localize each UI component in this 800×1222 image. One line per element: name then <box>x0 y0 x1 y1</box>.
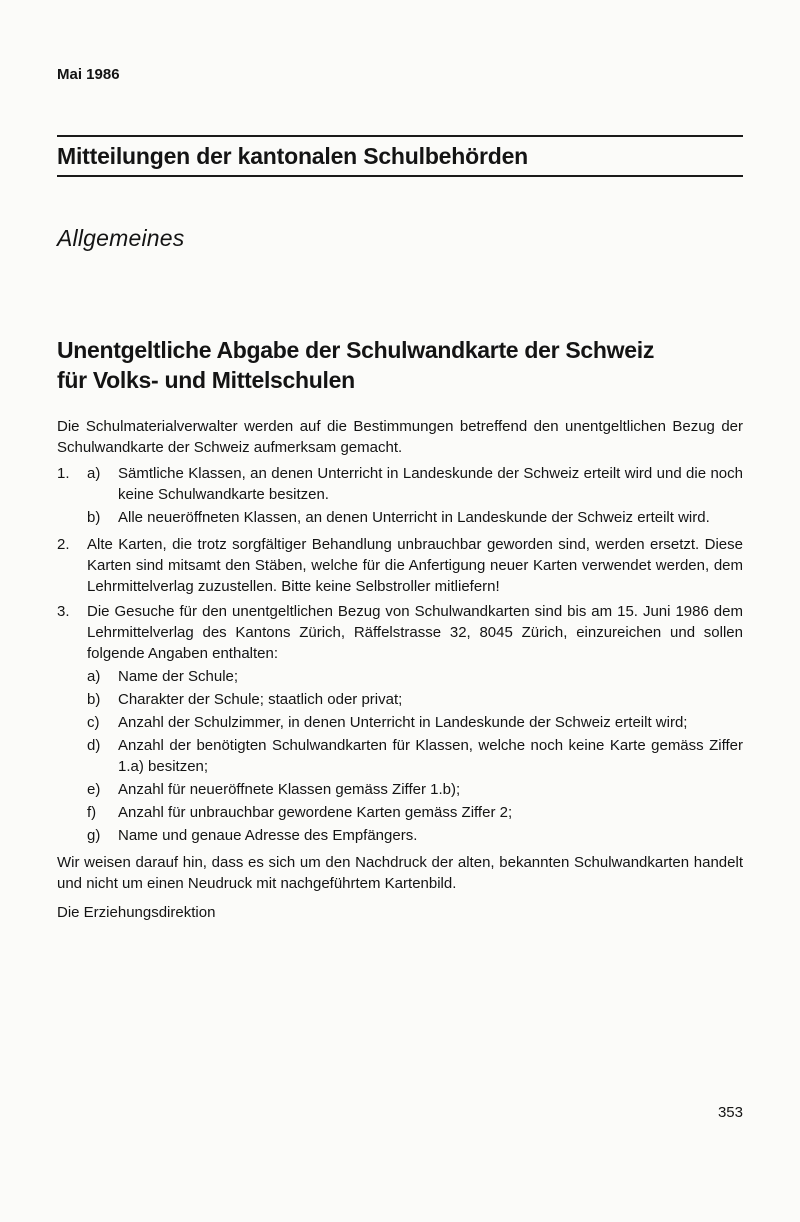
sub-item <box>87 802 743 823</box>
sub-item <box>87 779 743 800</box>
sub-item-text: Name und genaue Adresse des Empfängers. <box>118 827 418 844</box>
sub-item <box>87 666 743 687</box>
sub-item <box>87 689 743 710</box>
sub-item-letter: e) <box>87 781 101 798</box>
headline-line-1: Unentgeltliche Abgabe der Schulwandkarte der Schweiz <box>57 337 655 363</box>
article-body <box>57 416 743 923</box>
sub-item <box>87 825 743 846</box>
sub-item-letter: b) <box>87 509 101 526</box>
section-title: Mitteilungen der kantonalen Schulbehörden <box>57 143 529 169</box>
item-content <box>87 601 743 848</box>
sub-item-letter: b) <box>87 691 101 708</box>
intro-paragraph: Die Schulmaterialverwalter werden auf die Bestimmungen betreffend den unentgeltlichen Bezug der Schulwandkarte der Schweiz aufmerksam gemacht. <box>57 418 743 456</box>
rule-top <box>57 135 743 137</box>
sub-item-text: Sämtliche Klassen, an denen Unterricht in Landeskunde der Schweiz erteilt wird und die noch keine Schulwandkarte besitzen. <box>118 465 743 503</box>
item-content <box>87 463 743 530</box>
item-text: Alte Karten, die trotz sorgfältiger Behandlung unbrauchbar geworden sind, werden ersetzt. Diese Karten sind mitsamt den Stäben, welche für die Anfertigung neuer Karten verwendet werden, dem Lehrmittelverlag zuzustellen. Bitte keine Selbstroller mitliefern! <box>87 536 743 595</box>
sub-item-letter: f) <box>87 804 97 821</box>
sub-item-letter: c) <box>87 714 100 731</box>
rule-bottom <box>57 175 743 177</box>
sub-item <box>87 712 743 733</box>
list-item-3 <box>57 601 743 848</box>
sub-item-letter: a) <box>87 465 101 482</box>
sub-item-letter: d) <box>87 737 101 754</box>
item-number: 1. <box>57 465 70 482</box>
sub-item <box>87 507 743 528</box>
sub-item-text: Alle neueröffneten Klassen, an denen Unterricht in Landeskunde der Schweiz erteilt wird. <box>118 509 710 526</box>
sub-item-text: Anzahl für neueröffnete Klassen gemäss Ziffer 1.b); <box>118 781 461 798</box>
closing-paragraph: Wir weisen darauf hin, dass es sich um den Nachdruck der alten, bekannten Schulwandkarten handelt und nicht um einen Neudruck mit nachgeführtem Kartenbild. <box>57 854 743 892</box>
sub-item-text: Anzahl der benötigten Schulwandkarten für Klassen, welche noch keine Karte gemäss Ziffer 1.a) besitzen; <box>118 737 743 775</box>
headline-line-2: für Volks- und Mittelschulen <box>57 367 355 393</box>
sub-item-text: Name der Schule; <box>118 668 239 685</box>
subsection-title: Allgemeines <box>57 225 185 251</box>
item-number: 2. <box>57 536 70 553</box>
list-item-1 <box>57 463 743 530</box>
page-date: Mai 1986 <box>57 66 120 83</box>
item-number: 3. <box>57 603 70 620</box>
item-content <box>87 534 743 597</box>
sub-item <box>87 463 743 505</box>
sub-item <box>87 735 743 777</box>
item-text: Die Gesuche für den unentgeltlichen Bezug von Schulwandkarten sind bis am 15. Juni 1986 dem Lehrmittelverlag des Kantons Zürich, Räffelstrasse 32, 8045 Zürich, einzureichen und sollen folgende Angaben enthalten: <box>87 603 743 662</box>
sub-item-letter: g) <box>87 827 101 844</box>
signature: Die Erziehungsdirektion <box>57 904 216 921</box>
article-headline <box>57 335 757 395</box>
list-item-2 <box>57 534 743 597</box>
sub-item-text: Anzahl der Schulzimmer, in denen Unterricht in Landeskunde der Schweiz erteilt wird; <box>118 714 688 731</box>
sub-item-text: Charakter der Schule; staatlich oder privat; <box>118 691 403 708</box>
sub-item-text: Anzahl für unbrauchbar gewordene Karten gemäss Ziffer 2; <box>118 804 513 821</box>
sub-item-letter: a) <box>87 668 101 685</box>
page-number: 353 <box>717 1104 743 1121</box>
